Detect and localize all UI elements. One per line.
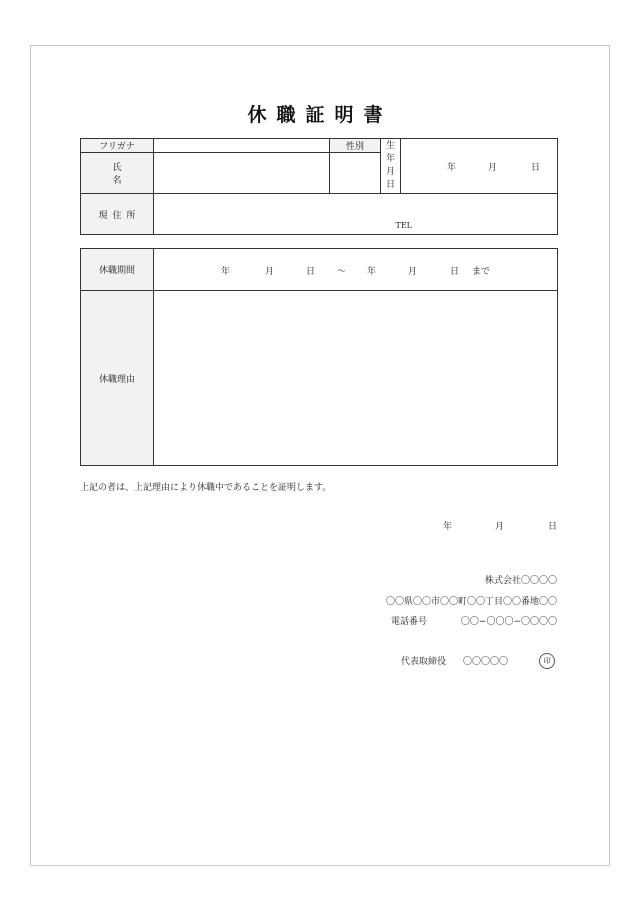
name-label: 氏 名: [81, 153, 154, 194]
company-name: 株式会社〇〇〇〇: [484, 576, 557, 586]
tilde-separator: 〜: [337, 266, 347, 277]
period-year-start: 年: [221, 266, 231, 277]
reason-label: 休職理由: [81, 291, 154, 466]
birth-month-label: 月: [488, 163, 498, 173]
period-day-end: 日: [450, 266, 460, 277]
period-label: 休職期間: [81, 249, 154, 291]
gender-field[interactable]: [330, 153, 381, 194]
birth-label-char: 年: [385, 154, 395, 164]
leave-info-table: [80, 248, 558, 466]
personal-info-table: [80, 138, 558, 235]
seal-stamp: 印: [539, 653, 555, 669]
gender-label: 性別: [330, 139, 381, 153]
period-day-start: 日: [306, 266, 316, 277]
reason-field[interactable]: [154, 291, 558, 466]
phone-label: 電話番号: [391, 617, 428, 627]
birth-label-char: 日: [385, 180, 395, 190]
period-field[interactable]: [154, 249, 558, 291]
phone-number: 〇〇−〇〇〇−〇〇〇〇: [460, 617, 557, 627]
issue-day-label: 日: [548, 522, 558, 532]
period-until: まで: [472, 266, 491, 277]
document-title: 休職証明書: [247, 104, 393, 126]
representative-label: 代表取締役: [401, 657, 447, 667]
furigana-label: フリガナ: [81, 139, 154, 153]
period-month-end: 月: [408, 266, 418, 277]
issue-month-label: 月: [495, 522, 505, 532]
address-field[interactable]: [154, 194, 558, 235]
birth-label: [381, 139, 401, 194]
birth-date-field[interactable]: [401, 139, 558, 194]
company-address: 〇〇県〇〇市〇〇町〇〇丁目〇〇番地〇〇: [385, 597, 557, 607]
representative-name: 〇〇〇〇〇: [463, 657, 509, 667]
period-month-start: 月: [265, 266, 275, 277]
certification-statement: 上記の者は、上記理由により休職中であることを証明します。: [80, 483, 332, 493]
birth-label-char: 月: [385, 167, 395, 177]
issue-year-label: 年: [443, 522, 453, 532]
tel-label: TEL: [395, 221, 412, 230]
birth-day-label: 日: [531, 163, 541, 173]
name-field[interactable]: [154, 153, 330, 194]
furigana-field[interactable]: [154, 139, 330, 153]
birth-year-label: 年: [447, 163, 457, 173]
birth-label-char: 生: [385, 141, 395, 151]
period-year-end: 年: [367, 266, 377, 277]
address-label: 現住所: [81, 194, 154, 235]
